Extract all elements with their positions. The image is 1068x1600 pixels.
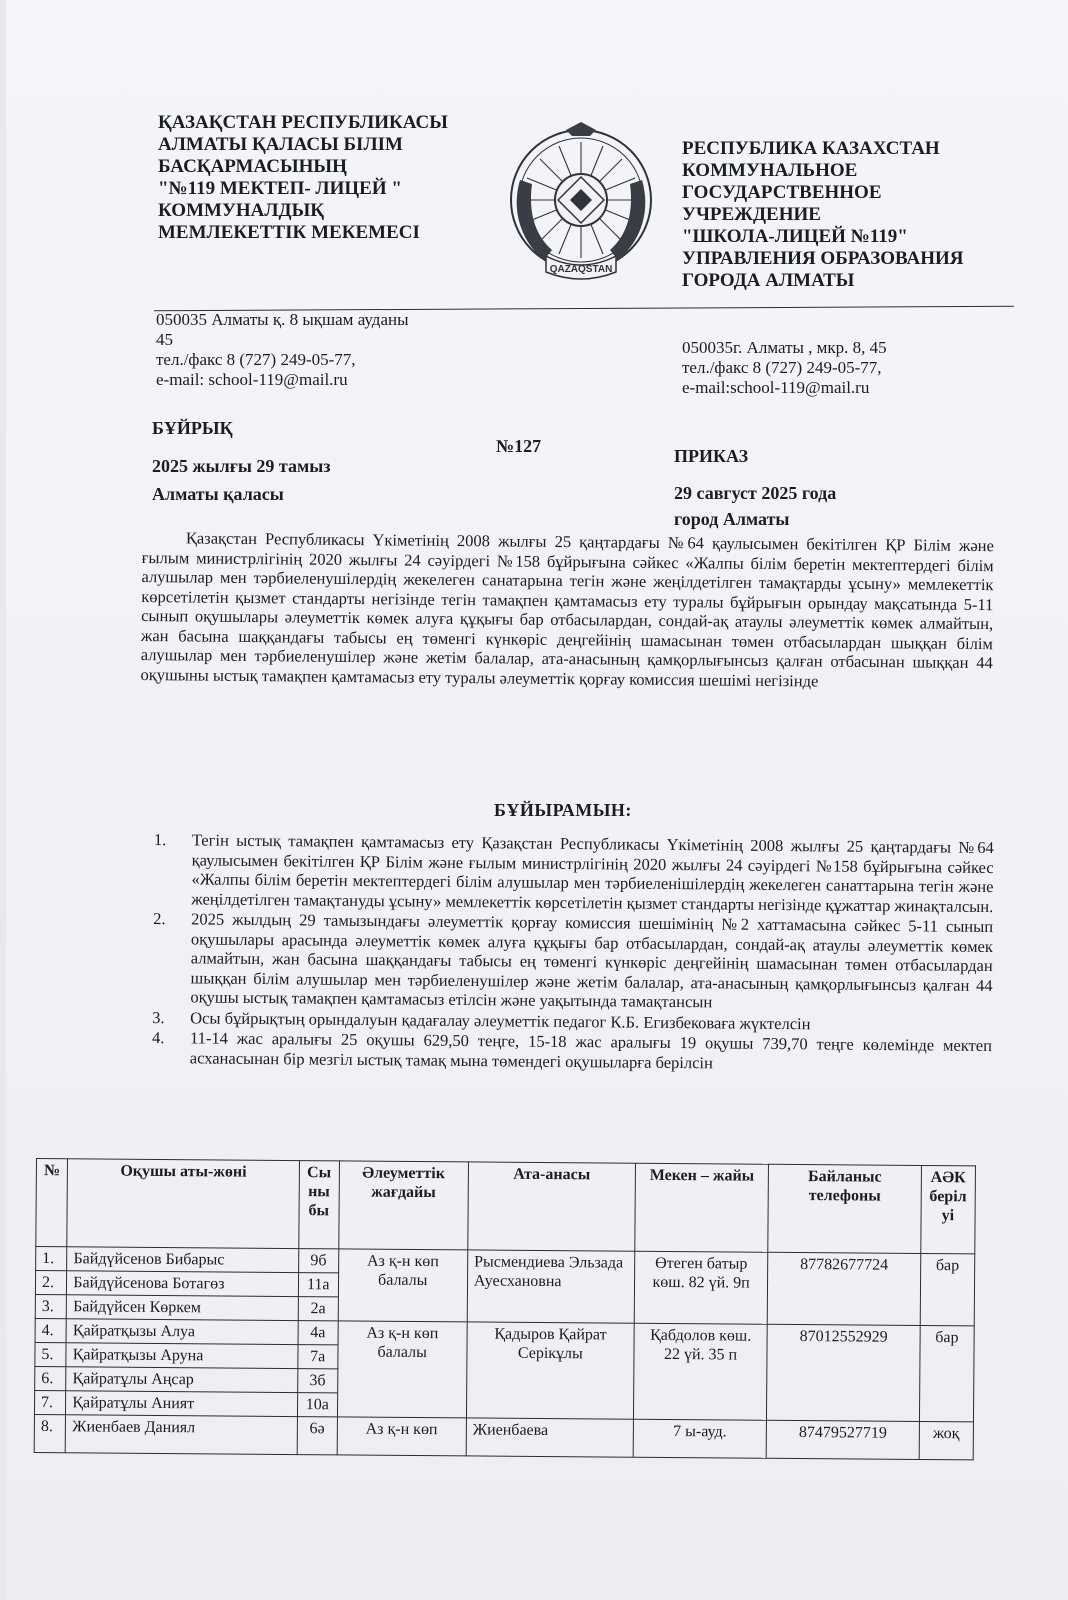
cell-social: Аз қ-н көп балалы	[338, 1249, 468, 1322]
header-kz-line: БАСҚАРМАСЫНЫҢ	[158, 156, 347, 177]
decree-item	[152, 1028, 992, 1075]
address-kz-line: e-mail: school-119@mail.ru	[156, 370, 348, 389]
cell-number: 1.	[36, 1247, 67, 1271]
cell-parent: Жиенбаева	[466, 1418, 633, 1457]
decree-item-number: 1.	[153, 830, 167, 850]
cell-number: 4.	[35, 1318, 66, 1342]
document-page	[6, 0, 1068, 1600]
cell-name: Жиенбаев Даниял	[65, 1415, 297, 1455]
col-header-social: Әлеуметтік жағдайы	[338, 1161, 468, 1250]
cell-class: 11а	[298, 1273, 338, 1297]
preamble-paragraph: Қазақстан Республикасы Үкіметінің 2008 жылғы 25 қаңтардағы №64 қаулысымен бекітілген ҚР Білім және ғылым министрлігінің 2020 жылғы 24 сәуірдегі №158 бұйрығына сәйкес «Жалпы білім беретін мектептердегі білім алушылар мен тәрбиеленушілердің жекелеген санатарына тегін және жеңілдетілген тамақтарды ұсыну» мемлекеттік көрсетілетін қызмет стандарты негізінде тегін тамақпен қамтамасыз ету туралы бұйрығын орындау мақсатында 5-11 сынып оқушылары әлеуметтік көмек алуға құқығы бар отбасылардан, сондай-ақ атаулы әлеуметтік көмек алмайтын, жан басына шаққандағы табысы ең төменгі күнкөріс деңгейінің шамасынан төмен отбасылардан шыққан білім алушылар мен тәрбиеленушілер және жетім балалар, ата-анасының қамқорлығынсыз қалған отбасынан шыққан 44 оқушыны ыстық тамақпен қамтамасыз ету туралы әлеуметтік қорғау комиссия шешімі негізінде	[140, 528, 994, 690]
header-ru-line: "ШКОЛА-ЛИЦЕЙ №119"	[682, 226, 908, 247]
cell-class: 2а	[298, 1297, 338, 1321]
cell-name: Байдүйсенова Ботагөз	[67, 1271, 299, 1297]
cell-name: Байдүйсен Көркем	[67, 1295, 299, 1321]
cell-aek: жоқ	[919, 1421, 974, 1459]
header-kz-line: МЕМЛЕКЕТТІК МЕКЕМЕСІ	[158, 222, 420, 243]
cell-name: Қайратқызы Аруна	[66, 1343, 298, 1369]
decree-item-number: 4.	[151, 1027, 165, 1048]
order-city-ru: город Алматы	[674, 509, 790, 529]
order-date-ru	[674, 480, 836, 532]
cell-address: 7 ы-ауд.	[633, 1419, 767, 1458]
decree-item-text: 2025 жылдың 29 тамызындағы әлеуметтік қорғау комиссия шешімінің №2 хаттамасына сәйкес 5-11 сынып оқушылары арасында әлеуметтік көмек алуға құқығы бар отбасылардан, сондай-ақ атаулы әлеуметтік көмек алмайтын, жан басына шаққандағы табысы ең төменгі күнкөріс деңгейінің шамасынан төмен отбасылардан шыққан білім алушылар мен тәрбиеленушілер және жетім балалар, ата-анасының қамқорлығынсыз қалған 44 оқушы ыстық тамақпен қамтамасыз етілсін және уақытында тамақтансын	[190, 909, 994, 1012]
cell-parent: Қадыров Қайрат Серікұлы	[466, 1322, 634, 1419]
order-title-kz: БҰЙРЫҚ	[152, 418, 233, 438]
cell-name: Байдүйсенов Бибарыс	[67, 1247, 299, 1273]
address-kz	[156, 310, 486, 390]
header-ru-line: ГОСУДАРСТВЕННОЕ	[682, 182, 882, 203]
col-header-address: Мекен – жайы	[635, 1163, 769, 1252]
cell-social: Аз қ-н көп балалы	[337, 1321, 467, 1418]
cell-phone: 87479527719	[767, 1420, 920, 1459]
header-kz	[158, 112, 498, 244]
col-header-parent: Ата-анасы	[468, 1162, 636, 1251]
address-ru-line: e-mail:school-119@mail.ru	[682, 378, 870, 397]
order-date-ru-text: 29 савгуст 2025 года	[674, 483, 837, 503]
cell-aek: бар	[920, 1253, 975, 1325]
cell-parent: Рысмендиева Эльзада Ауесхановна	[467, 1250, 634, 1323]
header-kz-line: АЛМАТЫ ҚАЛАСЫ БІЛІМ	[158, 134, 403, 155]
col-header-name: Оқушы аты-жөні	[67, 1159, 299, 1249]
cell-phone: 87782677724	[768, 1252, 921, 1325]
header-ru	[682, 138, 1002, 292]
header-kz-line: ҚАЗАҚСТАН РЕСПУБЛИКАСЫ	[158, 112, 448, 133]
address-ru-line: тел./факс 8 (727) 249-05-77,	[682, 358, 882, 377]
header-kz-line: КОММУНАЛДЫҚ	[158, 200, 325, 221]
cell-address: Қабдолов көш. 22 үй. 35 п	[633, 1323, 767, 1420]
decree-item	[153, 830, 994, 916]
cell-number: 5.	[35, 1342, 66, 1366]
cell-phone: 87012552929	[767, 1324, 920, 1421]
header-ru-line: ГОРОДА АЛМАТЫ	[682, 270, 855, 291]
cell-social: Аз қ-н көп	[337, 1417, 467, 1456]
decree-item-text: Осы бұйрықтың орындалуын қадағалау әлеуметтік педагог К.Б. Егизбековаға жүктелсін	[190, 1007, 811, 1033]
emblem-caption: QAZAQSTAN	[549, 264, 613, 275]
header-ru-line: КОММУНАЛЬНОЕ	[682, 160, 858, 181]
address-ru-line: 050035г. Алматы , мкр. 8, 45	[682, 338, 887, 357]
address-kz-line: 45	[156, 330, 173, 349]
col-header-class: Сыныбы	[299, 1161, 339, 1249]
cell-number: 8.	[34, 1414, 66, 1452]
order-date-kz-text: 2025 жылғы 29 тамыз	[152, 456, 331, 476]
cell-name: Қайратқызы Алуа	[66, 1319, 298, 1345]
cell-number: 3.	[35, 1294, 66, 1318]
decree-item-text: 11-14 жас аралығы 25 оқушы 629,50 теңге, 15-18 жас аралығы 19 оқушы 739,70 теңге көлемінде мектеп асханасынан бір мезгіл ыстық тамақ мына төмендегі оқушыларға берілсін	[189, 1028, 993, 1072]
kazakhstan-emblem-icon	[506, 122, 656, 287]
table-header-row	[36, 1159, 976, 1254]
order-city-kz: Алматы қаласы	[152, 484, 284, 504]
decree-item-text: Тегін ыстық тамақпен қамтамасыз ету Қазақстан Республикасы Үкіметінің 2008 жылғы 25 қаңтардағы №64 қаулысымен бекітілген ҚР Білім және ғылым министрлігінің 2020 жылғы 24 сәуірдегі №158 бұйрығына сәйкес «Жалпы білім беретін мектептердегі білім алушылар мен тәрбиеленішілердің жекелеген санаттарына тегін және жеңілдетілген тамақтануды ұсыну» мемлекеттік көрсетілетін қызмет стандарты негізінде құжаттар жинақталсын.	[191, 830, 994, 916]
order-title-ru: ПРИКАЗ	[674, 446, 749, 466]
table-row	[34, 1414, 973, 1459]
cell-class: 3б	[298, 1369, 338, 1393]
header-kz-line: "№119 МЕКТЕП- ЛИЦЕЙ "	[158, 178, 402, 199]
cell-address: Өтеген батыр көш. 82 үй. 9п	[634, 1251, 768, 1324]
cell-class: 9б	[299, 1249, 339, 1273]
address-ru	[682, 338, 982, 398]
order-number: №127	[496, 436, 542, 456]
col-header-number: №	[36, 1159, 68, 1247]
cell-number: 6.	[35, 1366, 66, 1390]
cell-class: 10а	[297, 1393, 337, 1417]
address-kz-line: тел./факс 8 (727) 249-05-77,	[156, 350, 356, 369]
decree-item	[152, 909, 993, 1015]
cell-class: 6ә	[297, 1417, 337, 1455]
decree-item-number: 3.	[152, 1007, 165, 1027]
header-ru-line: РЕСПУБЛИКА КАЗАХСТАН	[682, 138, 940, 159]
cell-name: Қайратұлы Аният	[66, 1391, 298, 1417]
header-ru-line: УЧРЕЖДЕНИЕ	[682, 204, 821, 225]
address-kz-line: 050035 Алматы қ. 8 ықшам ауданы	[156, 310, 409, 329]
decree-item-number: 2.	[153, 908, 166, 929]
col-header-phone: Байланыс телефоны	[768, 1164, 921, 1253]
decree-heading: БҰЙЫРАМЫН:	[494, 800, 632, 820]
order-date-kz	[152, 452, 331, 508]
cell-aek: бар	[919, 1325, 974, 1421]
col-header-aek: АӘК берілуі	[920, 1165, 975, 1253]
students-table	[34, 1158, 976, 1460]
cell-class: 4а	[298, 1321, 338, 1345]
cell-number: 7.	[34, 1390, 65, 1414]
cell-name: Қайратұлы Аңсар	[66, 1367, 298, 1393]
cell-number: 2.	[35, 1271, 66, 1295]
header-ru-line: УПРАВЛЕНИЯ ОБРАЗОВАНИЯ	[682, 248, 964, 269]
cell-class: 7а	[298, 1345, 338, 1369]
decree-items	[152, 830, 994, 1076]
